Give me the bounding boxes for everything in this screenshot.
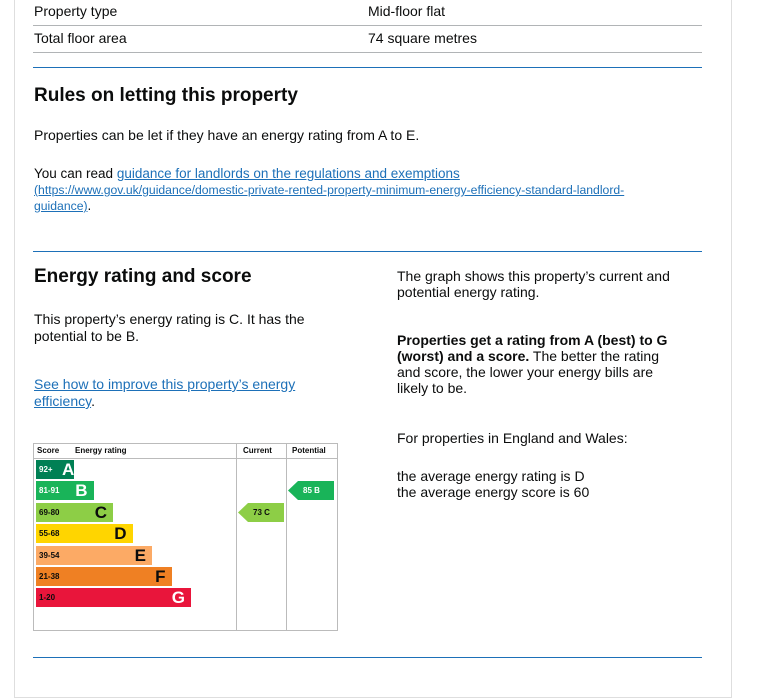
band-range-label: 1-20 <box>39 593 56 603</box>
improve-suffix: . <box>91 393 95 409</box>
chart-column-divider <box>236 444 237 630</box>
rating-explanation-text: and score, the lower your energy bills are <box>397 364 654 380</box>
chart-header-rating: Energy rating <box>75 446 127 455</box>
band-letter: A <box>62 460 75 479</box>
letting-paragraph: Properties can be let if they have an energy rating from A to E. <box>34 127 420 143</box>
graph-description <box>397 268 697 300</box>
band-range-label: 21-38 <box>39 572 60 581</box>
guidance-suffix: . <box>87 198 92 213</box>
rating-explanation-text: The better the rating <box>529 348 659 364</box>
band-range-label: 55-68 <box>39 529 60 539</box>
energy-rating-text <box>34 311 354 345</box>
arrow-label: 85 B <box>303 486 320 496</box>
summary-key: Total floor area <box>34 30 127 46</box>
energy-band-c <box>36 503 113 522</box>
summary-row-floor-area <box>33 27 702 53</box>
band-letter: C <box>94 502 107 522</box>
band-range-label: 81-91 <box>39 486 60 496</box>
average-rating: the average energy rating is D <box>397 468 585 484</box>
energy-heading: Energy rating and score <box>34 266 252 287</box>
guidance-url-link[interactable]: (https://www.gov.uk/guidance/domestic-private-rented-property-minimum-energy-efficiency-standard-landlord- <box>34 183 625 197</box>
energy-band-f <box>36 567 172 586</box>
guidance-prefix: You can read <box>34 166 117 181</box>
energy-rating-chart <box>33 443 338 631</box>
graph-desc-line: potential energy rating. <box>397 284 540 300</box>
band-letter: B <box>75 481 88 501</box>
summary-key: Property type <box>34 3 118 19</box>
current-rating-arrow <box>238 503 284 522</box>
band-letter: E <box>134 545 146 565</box>
improve-paragraph <box>34 376 354 410</box>
section-divider <box>33 251 702 252</box>
energy-rating-line: This property’s energy rating is C. It has the <box>34 311 305 327</box>
energy-band-g <box>36 588 191 607</box>
rating-explanation <box>397 332 697 396</box>
band-range-label: 92+ <box>39 465 53 474</box>
potential-rating-arrow <box>288 481 334 500</box>
graph-desc-line: The graph shows this property’s current and <box>397 268 670 284</box>
guidance-url-link-cont[interactable]: guidance) <box>34 199 88 213</box>
rating-explanation-text: likely to be. <box>397 380 468 396</box>
improve-link-line[interactable]: efficiency <box>34 393 92 409</box>
band-letter: D <box>114 524 127 544</box>
energy-band-d <box>36 524 133 543</box>
energy-band-b <box>36 481 94 500</box>
chart-column-divider <box>286 444 287 630</box>
band-range-label: 69-80 <box>39 507 60 517</box>
rating-explanation-bold: Properties get a rating from A (best) to G <box>397 332 668 348</box>
energy-rating-line: potential to be B. <box>34 328 140 344</box>
chart-header-current: Current <box>243 446 272 455</box>
improve-link[interactable] <box>34 376 295 409</box>
summary-row-property-type <box>33 0 702 26</box>
chart-header-potential: Potential <box>292 446 326 455</box>
band-letter: G <box>171 588 185 608</box>
improve-link-line[interactable]: See how to improve this property’s energy <box>34 376 296 392</box>
arrow-label: 73 C <box>253 507 270 517</box>
section-divider <box>33 657 702 658</box>
average-score: the average energy score is 60 <box>397 484 590 500</box>
england-wales-note: For properties in England and Wales: <box>397 430 628 446</box>
band-range-label: 39-54 <box>39 550 60 560</box>
chart-header-rule <box>34 458 337 459</box>
average-values <box>397 468 697 500</box>
letting-heading: Rules on letting this property <box>34 85 298 106</box>
guidance-paragraph <box>34 166 704 214</box>
section-divider <box>33 67 702 68</box>
guidance-link[interactable]: guidance for landlords on the regulations and exemptions <box>116 166 460 181</box>
band-letter: F <box>155 567 166 586</box>
chart-header-score: Score <box>37 446 60 455</box>
summary-value: 74 square metres <box>368 30 477 46</box>
energy-band-e <box>36 546 152 565</box>
energy-band-a <box>36 460 74 479</box>
summary-value: Mid-floor flat <box>368 3 446 19</box>
rating-explanation-bold: (worst) and a score. <box>397 348 530 364</box>
